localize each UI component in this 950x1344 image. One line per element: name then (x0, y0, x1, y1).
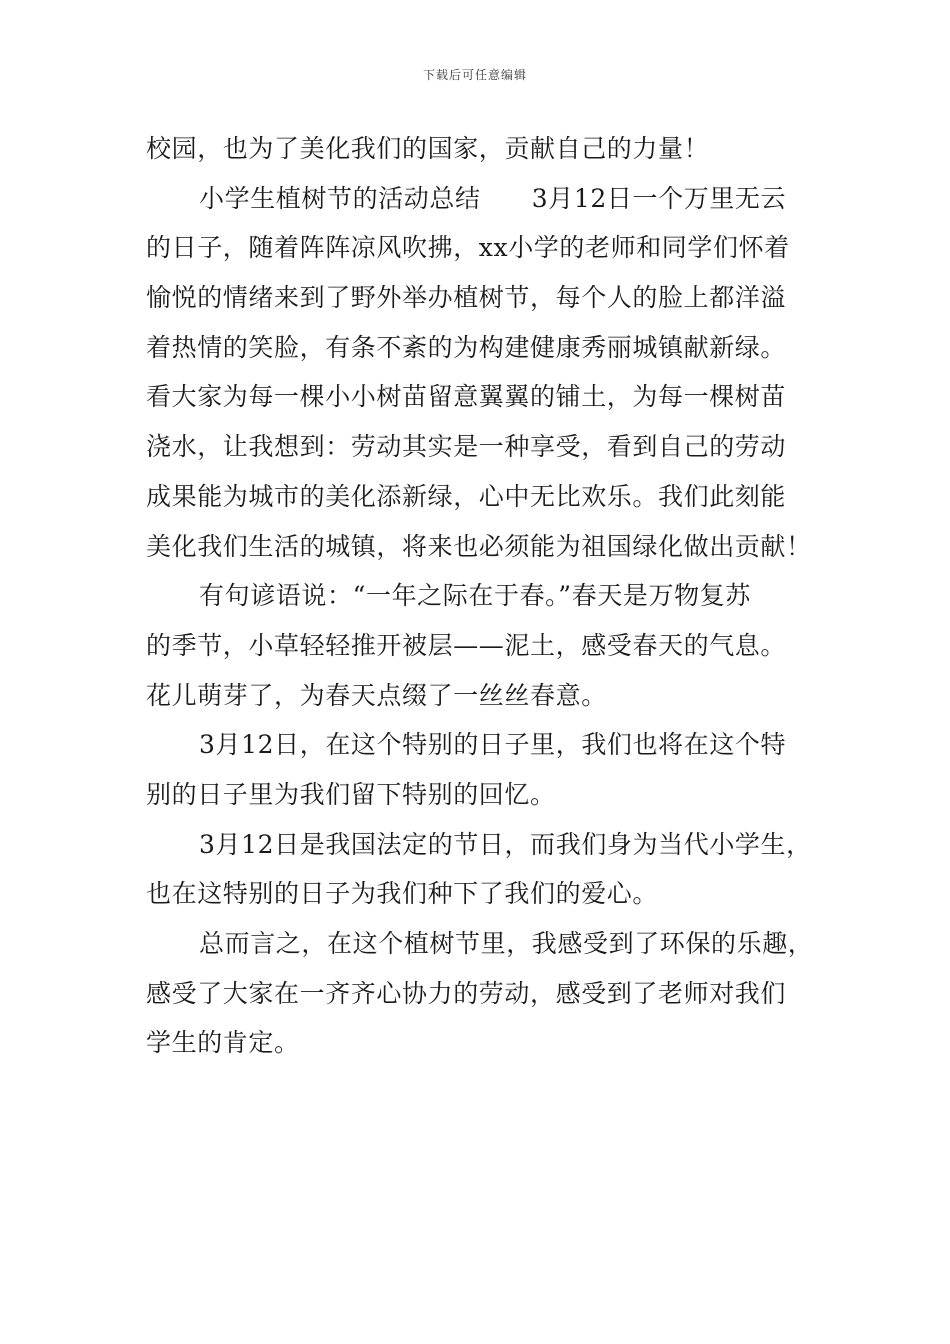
document-body (146, 124, 814, 1068)
text-line: 成果能为城市的美化添新绿，心中无比欢乐。我们此刻能 (146, 481, 787, 511)
text-line: 愉悦的情绪来到了野外举办植树节，每个人的脸上都洋溢 (146, 283, 787, 313)
page-header: 下载后可任意编辑 (422, 68, 527, 82)
text-line: 3月12日，在这个特别的日子里，我们也将在这个特 (199, 730, 787, 760)
text-line: 花儿萌芽了，为春天点缀了一丝丝春意。 (146, 680, 607, 710)
text-line: 的季节，小草轻轻推开被层——泥土，感受春天的气息。 (146, 630, 787, 660)
text-line: 的日子，随着阵阵凉风吹拂，xx小学的老师和同学们怀着 (146, 233, 790, 263)
text-line: 别的日子里为我们留下特别的回忆。 (146, 779, 556, 809)
text-line: 美化我们生活的城镇，将来也必须能为祖国绿化做出贡献！ (146, 531, 812, 561)
text-line: 校园，也为了美化我们的国家，贡献自己的力量！ (146, 134, 710, 163)
text-line: 小学生植树节的活动总结 3月12日一个万里无云 (199, 183, 787, 213)
text-line: 感受了大家在一齐齐心协力的劳动，感受到了老师对我们 (146, 978, 787, 1008)
text-line: 也在这特别的日子为我们种下了我们的爱心。 (146, 879, 659, 909)
text-line: 着热情的笑脸，有条不紊的为构建健康秀丽城镇献新绿。 (146, 332, 787, 362)
text-line: 总而言之，在这个植树节里，我感受到了环保的乐趣， (199, 929, 814, 958)
text-line: 3月12日是我国法定的节日，而我们身为当代小学生， (199, 829, 812, 859)
text-line: 学生的肯定。 (146, 1028, 300, 1058)
text-line: 浇水，让我想到：劳动其实是一种享受，看到自己的劳动 (146, 432, 787, 462)
text-line: 看大家为每一棵小小树苗留意翼翼的铺土，为每一棵树苗 (146, 382, 787, 412)
text-line: 有句谚语说：“一年之际在于春。”春天是万物复苏 (199, 581, 751, 611)
